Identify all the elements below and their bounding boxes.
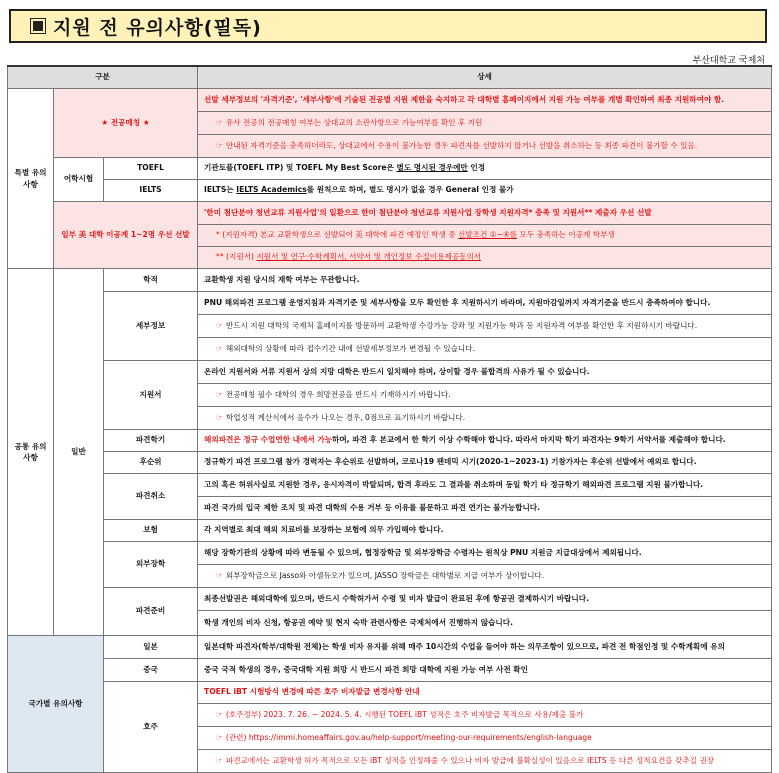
toefl-label: TOEFL (104, 158, 198, 180)
details-line-3: ☞ 해외대학의 상황에 따라 접수기간 내에 선발세부정보가 변경될 수 있습니다. (198, 338, 772, 361)
prep-label: 파견준비 (104, 588, 198, 636)
pointer-icon: ☞ (216, 320, 223, 330)
pointer-icon: ☞ (216, 343, 223, 353)
common-label: 공통 유의사항 (8, 269, 54, 636)
header-category: 구분 (8, 66, 198, 89)
special-label: 특별 유의사항 (8, 89, 54, 269)
australia-line-3[interactable] (198, 727, 772, 750)
china-label: 중국 (104, 659, 198, 682)
major-line-3: ☞ 안내된 자격기준을 충족하더라도, 상대교에서 수용이 불가능한 경우 파견자를 선발하지 않거나 선발을 취소하는 등 최종 파견이 불가할 수 있음. (198, 135, 772, 158)
application-label: 지원서 (104, 361, 198, 430)
ielts-label: IELTS (104, 180, 198, 202)
prep-line-1: 최종선발권은 해외대학에 있으며, 반드시 수학허가서 수령 및 비자 발급이 완료된 후에 항공권 결제하시기 바랍니다. (198, 588, 772, 611)
australia-line-1: TOEFL iBT 시험방식 변경에 따른 호주 비자발급 변경사항 안내 (198, 682, 772, 704)
major-line-2: ☞ 유사 전공의 전공매칭 여부는 상대교의 소관사항으로 가능여부를 확인 후 지원 (198, 112, 772, 135)
pointer-icon: ☞ (216, 389, 223, 399)
academic-label: 학적 (104, 269, 198, 292)
australia-line-4: ☞ 파견교에서는 교환학생 허가 목적으로 모든 iBT 성적을 인정해줄 수 있으나 비자 발급에 불확실성이 있음으로 IELTS 등 다른 성적요건을 갖추길 권장 (198, 750, 772, 773)
application-line-1: 온라인 지원서와 서류 지원서 상의 지망 대학은 반드시 일치해야 하며, 상이할 경우 불합격의 사유가 될 수 있습니다. (198, 361, 772, 384)
pointer-icon: ☞ (216, 755, 223, 765)
cancel-line-2: 파견 국가의 입국 제한 조치 및 파견 대학의 수용 거부 등 이유를 불문하고 파견 연기는 불가능합니다. (198, 497, 772, 520)
pointer-icon: ☞ (216, 117, 223, 127)
application-line-3: ☞ 학업성적 계산식에서 음수가 나오는 경우, 0점으로 표기하시기 바랍니다. (198, 407, 772, 430)
insurance-label: 보험 (104, 520, 198, 542)
general-label: 일반 (54, 269, 104, 636)
priority-line: 정규학기 파견 프로그램 참가 경력자는 후순위로 선발하며, 코로나19 팬데믹 시기(2020-1~2023-1) 기참가자는 후순위 선발에서 예외로 합니다. (198, 452, 772, 474)
scholarship-label: 외부장학 (104, 542, 198, 588)
page-title-box (9, 9, 767, 43)
pointer-icon: ☞ (216, 732, 223, 742)
header-row (8, 66, 772, 89)
cancel-label: 파견취소 (104, 474, 198, 520)
priority-label: 후순위 (104, 452, 198, 474)
application-line-2: ☞ 전공매칭 필수 대학의 경우 희망전공을 반드시 기재하시기 바랍니다. (198, 384, 772, 407)
us-line-3: ** (지원서) 지원서 및 연구·수학계획서, 서약서 및 개인정보 수집이용제공동의서 (198, 247, 772, 269)
details-line-1: PNU 해외파견 프로그램 운영지침과 자격기준 및 세부사항을 모두 확인한 후 지원하시기 바라며, 지원마감일까지 자격기준을 반드시 충족하여야 합니다. (198, 292, 772, 315)
academic-line: 교환학생 지원 당시의 재학 여부는 무관합니다. (198, 269, 772, 292)
language-test-label: 어학시험 (54, 158, 104, 202)
square-bullet-icon (33, 21, 43, 31)
ielts-note: IELTS는 IELTS Academics를 원칙으로 하며, 별도 명시가 없을 경우 General 인정 불가 (198, 180, 772, 202)
major-line-1: 선발 세부정보의 '자격기준', '세부사항'에 기술된 전공별 지원 제한을 숙지하고 각 대학별 홈페이지에서 지원 가능 여부를 개별 확인하여 최종 지원하여야 함. (198, 89, 772, 112)
organization-label: 부산대학교 국제처 (692, 56, 765, 66)
notice-table (7, 65, 772, 773)
japan-line: 일본대학 파견자(학부/대학원 전체)는 학생 비자 유지를 위해 매주 10시간의 수업을 들어야 하는 의무조항이 있으므로, 파견 전 학점인정 및 수학계획에 유의 (198, 636, 772, 659)
page-title: 지원 전 유의사항(필독) (53, 16, 262, 39)
details-label: 세부정보 (104, 292, 198, 361)
semester-line: 해외파견은 정규 수업연한 내에서 가능하며, 파견 후 본교에서 한 학기 이상 수학해야 합니다. 따라서 마지막 학기 파견자는 9학기 서약서를 제출해야 합니다. (198, 430, 772, 452)
prep-line-2: 학생 개인의 비자 신청, 항공권 예약 및 현지 숙박 관련사항은 국제처에서 진행하지 않습니다. (198, 611, 772, 636)
australia-line-2: ☞ (호주정부) 2023. 7. 26. ~ 2024. 5. 4. 시행된 TOEFL iBT 성적은 호주 비자발급 목적으로 사용/제출 불가 (198, 704, 772, 727)
australia-label: 호주 (104, 682, 198, 773)
scholarship-line-1: 해당 장학기관의 상황에 따라 변동될 수 있으며, 협정장학금 및 외부장학금 수령자는 원칙상 PNU 지원금 지급대상에서 제외됩니다. (198, 542, 772, 565)
semester-label: 파견학기 (104, 430, 198, 452)
major-matching-label: ★ 전공매칭 ★ (54, 89, 198, 158)
pointer-icon: ☞ (216, 570, 223, 580)
cancel-line-1: 고의 혹은 허위사실로 지원한 경우, 응시자격이 박탈되며, 합격 후라도 그 결과를 취소하며 동일 학기 타 정규학기 해외파견 프로그램 지원 불가합니다. (198, 474, 772, 497)
immi-link[interactable]: (관련) https://immi.homeaffairs.gov.au/help-support/meeting-our-requirements/english-language (225, 732, 592, 742)
scholarship-line-2: ☞ 외부장학금으로 Jasso와 아셈듀오가 있으며, JASSO 장학금은 대학별로 지급 여부가 상이합니다. (198, 565, 772, 588)
pointer-icon: ☞ (216, 709, 223, 719)
us-line-2: * (지원자격) 본교 교환학생으로 선발되어 美 대학에 파견 예정인 학생 중 선발조건 ①~④를 모두 충족하는 이공계 학부생 (198, 225, 772, 247)
details-line-2: ☞ 반드시 지원 대학의 국제처 홈페이지를 방문하여 교환학생 수강가능 강좌 및 지원가능 학과 등 지원자격 여부를 확인한 후 지원하시기 바랍니다. (198, 315, 772, 338)
toefl-note: 기관토플(TOEFL ITP) 및 TOEFL My Best Score은 별도 명시된 경우에만 인정 (198, 158, 772, 180)
china-line: 중국 국적 학생의 경우, 중국대학 지원 희망 시 반드시 파견 희망 대학에 지원 가능 여부 사전 확인 (198, 659, 772, 682)
japan-label: 일본 (104, 636, 198, 659)
header-detail: 상세 (198, 66, 772, 89)
us-priority-label: 일부 美 대학 이공계 1~2명 우선 선발 (54, 202, 198, 269)
us-line-1: '한미 첨단분야 청년교류 지원사업'의 일환으로 한미 첨단분야 청년교류 지원사업 장학생 지원자격* 충족 및 지원서** 제출자 우선 선발 (198, 202, 772, 225)
us-forms-link[interactable]: 지원서 및 연구·수학계획서, 서약서 및 개인정보 수집이용제공동의서 (256, 252, 482, 262)
pointer-icon: ☞ (216, 140, 223, 150)
country-label: 국가별 유의사항 (8, 636, 104, 773)
pointer-icon: ☞ (216, 412, 223, 422)
insurance-line: 각 지역별로 최대 해외 치료비를 보장하는 보험에 의무 가입해야 합니다. (198, 520, 772, 542)
